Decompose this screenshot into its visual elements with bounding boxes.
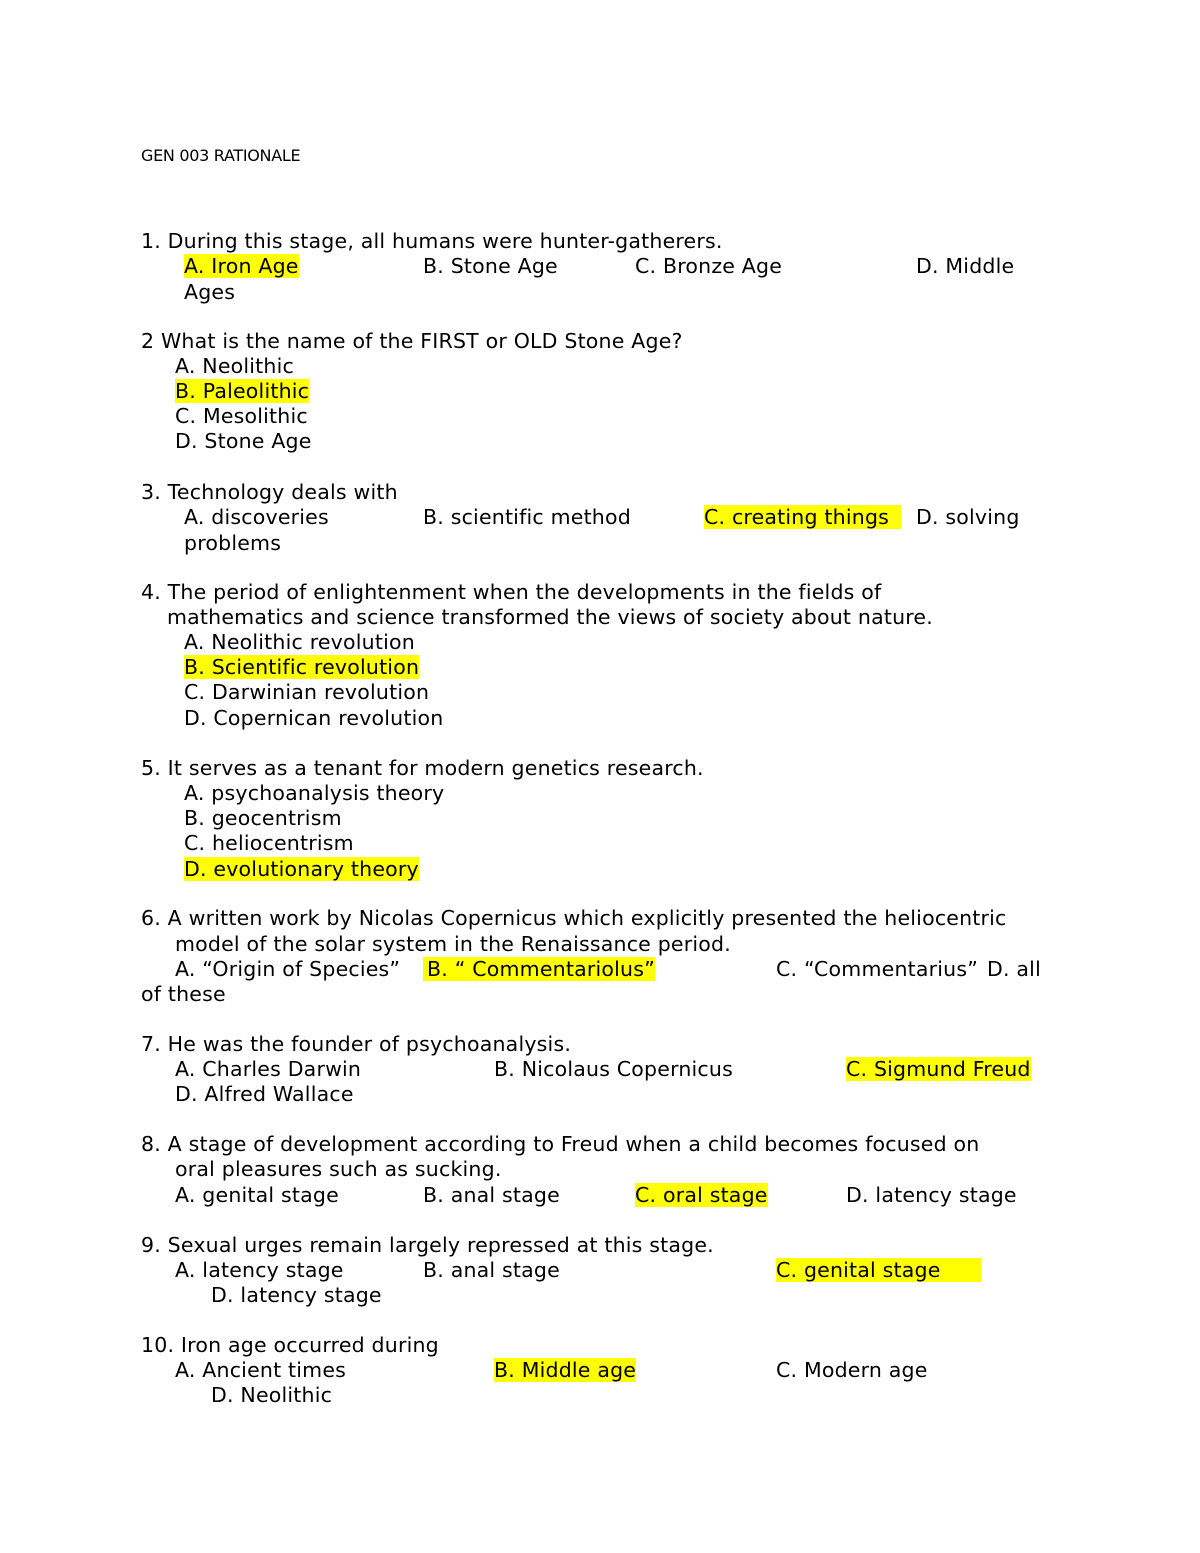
question-6-stem: 6. A written work by Nicolas Copernicus which explicitly presented the heliocentric (141, 906, 1007, 930)
question-1-option-c: C. Bronze Age (635, 254, 783, 278)
question-6-stem-cont: model of the solar system in the Renaissance period. (175, 932, 731, 956)
question-7-option-a: A. Charles Darwin (175, 1057, 362, 1081)
question-6-option-a: A. “Origin of Species” (175, 957, 401, 981)
question-9-option-c (776, 1258, 981, 1283)
question-1-option-d: D. Middle (916, 254, 1015, 278)
question-8-option-d: D. latency stage (846, 1183, 1017, 1207)
question-1-option-d-cont: Ages (184, 280, 236, 304)
answer-highlight: B. Middle age (494, 1358, 637, 1382)
question-3-option-c (704, 505, 901, 530)
question-9-stem: 9. Sexual urges remain largely repressed at this stage. (141, 1233, 714, 1257)
question-9-option-b: B. anal stage (423, 1258, 560, 1282)
answer-highlight: C. creating things (704, 505, 901, 529)
question-3-option-b: B. scientific method (423, 505, 631, 529)
question-8-stem-cont: oral pleasures such as sucking. (175, 1157, 502, 1181)
question-10-option-a: A. Ancient times (175, 1358, 347, 1382)
question-6-option-d-cont: of these (141, 982, 226, 1006)
question-7-option-d: D. Alfred Wallace (175, 1082, 354, 1106)
question-2-option-d: D. Stone Age (175, 429, 312, 453)
question-4-option-b (184, 655, 419, 680)
question-5-option-b: B. geocentrism (184, 806, 342, 830)
answer-highlight: C. genital stage (776, 1258, 981, 1282)
answer-highlight: B. Scientific revolution (184, 655, 420, 679)
question-5-option-c: C. heliocentrism (184, 831, 354, 855)
question-8-stem: 8. A stage of development according to Freud when a child becomes focused on (141, 1132, 980, 1156)
question-7-option-b: B. Nicolaus Copernicus (494, 1057, 733, 1081)
answer-highlight: C. oral stage (635, 1183, 768, 1207)
question-8-option-b: B. anal stage (423, 1183, 560, 1207)
question-8-option-c (635, 1183, 768, 1208)
question-4-stem-cont: mathematics and science transformed the views of society about nature. (167, 605, 933, 629)
answer-highlight: B. “ Commentariolus” (423, 957, 655, 981)
question-10-option-d: D. Neolithic (211, 1383, 333, 1407)
document-title: GEN 003 RATIONALE (141, 146, 301, 165)
question-1-option-b: B. Stone Age (423, 254, 558, 278)
question-7-stem: 7. He was the founder of psychoanalysis. (141, 1032, 572, 1056)
question-2-stem: 2 What is the name of the FIRST or OLD Stone Age? (141, 329, 683, 353)
answer-highlight: C. Sigmund Freud (846, 1057, 1031, 1081)
question-2-option-c: C. Mesolithic (175, 404, 308, 428)
question-8-option-a: A. genital stage (175, 1183, 339, 1207)
question-5-stem: 5. It serves as a tenant for modern genetics research. (141, 756, 704, 780)
answer-highlight: D. evolutionary theory (184, 857, 419, 881)
question-4-option-c: C. Darwinian revolution (184, 680, 430, 704)
question-6-option-d: D. all (987, 957, 1041, 981)
question-10-option-c: C. Modern age (776, 1358, 928, 1382)
question-4-option-a: A. Neolithic revolution (184, 630, 415, 654)
question-9-option-a: A. latency stage (175, 1258, 344, 1282)
question-6-option-c: C. “Commentarius” (776, 957, 979, 981)
question-3-option-d: D. solving (916, 505, 1020, 529)
question-4-stem: 4. The period of enlightenment when the developments in the fields of (141, 580, 882, 604)
question-2-option-a: A. Neolithic (175, 354, 294, 378)
question-10-option-b (494, 1358, 636, 1383)
question-10-stem: 10. Iron age occurred during (141, 1333, 439, 1357)
question-2-option-b (175, 379, 309, 404)
question-5-option-d (184, 857, 419, 882)
question-3-option-a: A. discoveries (184, 505, 329, 529)
question-4-option-d: D. Copernican revolution (184, 706, 444, 730)
question-7-option-c (846, 1057, 1031, 1082)
question-3-option-d-cont: problems (184, 531, 282, 555)
answer-highlight: A. Iron Age (184, 254, 299, 278)
question-3-stem: 3. Technology deals with (141, 480, 398, 504)
question-1-option-a (184, 254, 299, 279)
question-9-option-d: D. latency stage (211, 1283, 382, 1307)
question-6-option-b (423, 957, 655, 982)
question-5-option-a: A. psychoanalysis theory (184, 781, 445, 805)
answer-highlight: B. Paleolithic (175, 379, 310, 403)
question-1-stem: 1. During this stage, all humans were hunter-gatherers. (141, 229, 723, 253)
